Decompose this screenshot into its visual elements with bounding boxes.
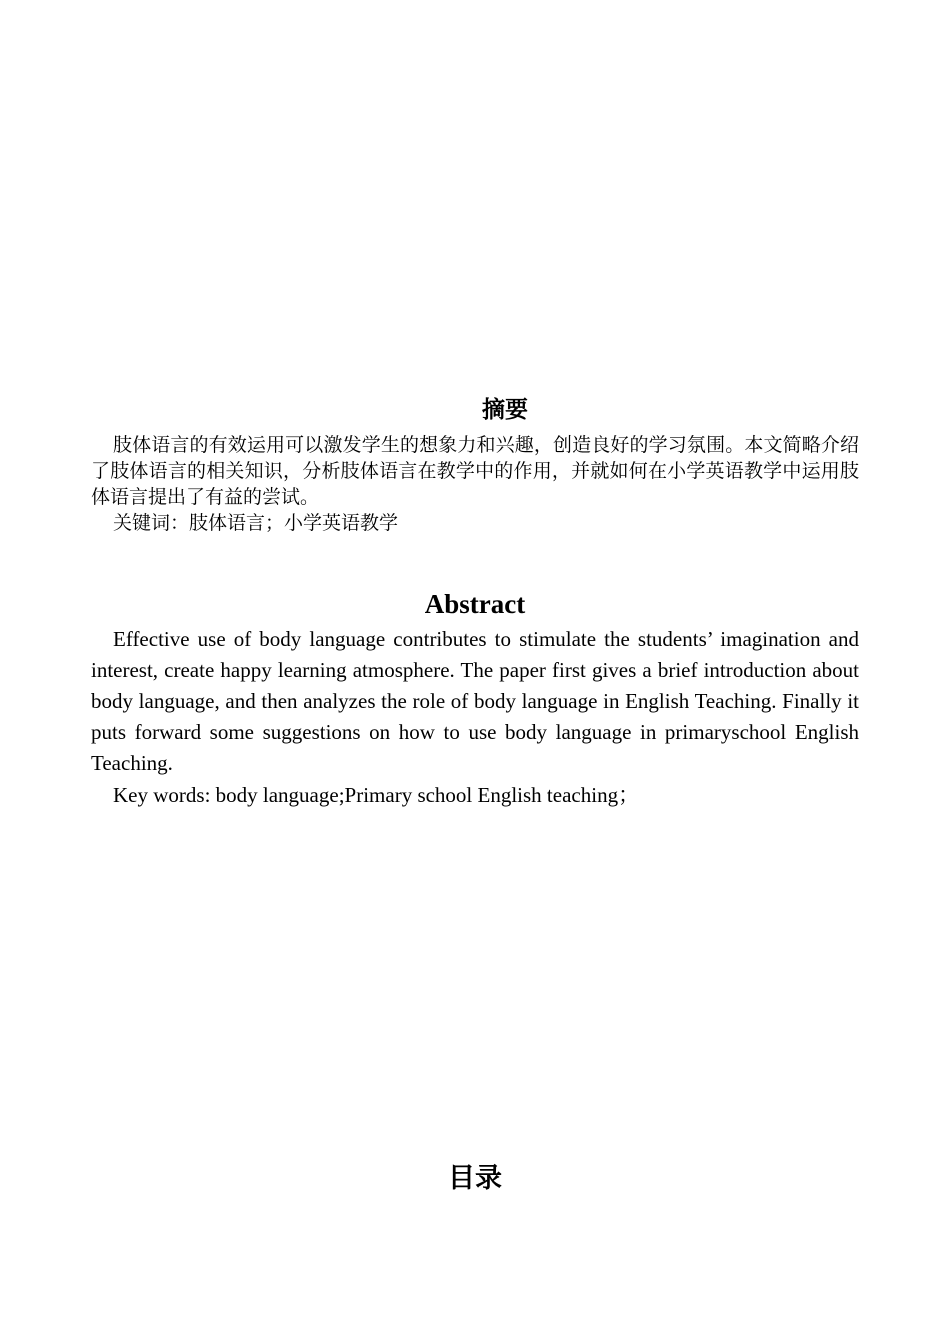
- chinese-abstract-heading: 摘要: [482, 397, 528, 423]
- chinese-keywords: 关键词：肢体语言；小学英语教学: [113, 512, 399, 534]
- english-abstract-body: Effective use of body language contributes to stimulate the students’ imagination and interest, create happy learning atmosphere. The paper first gives a brief introduction about body language, and then analyzes the role of body language in English Teaching. Finally it puts forward some suggestions on how to use body language in primaryschool English Teaching.: [91, 627, 859, 775]
- table-of-contents-heading: 目录: [448, 1163, 502, 1194]
- english-abstract-heading: Abstract: [424, 589, 526, 619]
- chinese-abstract-body: 肢体语言的有效运用可以激发学生的想象力和兴趣，创造良好的学习氛围。本文简略介绍了肢体语言的相关知识，分析肢体语言在教学中的作用，并就如何在小学英语教学中运用肢体语言提出了有益的尝试。: [91, 434, 859, 508]
- english-keywords: Key words: body language;Primary school English teaching；: [113, 783, 640, 807]
